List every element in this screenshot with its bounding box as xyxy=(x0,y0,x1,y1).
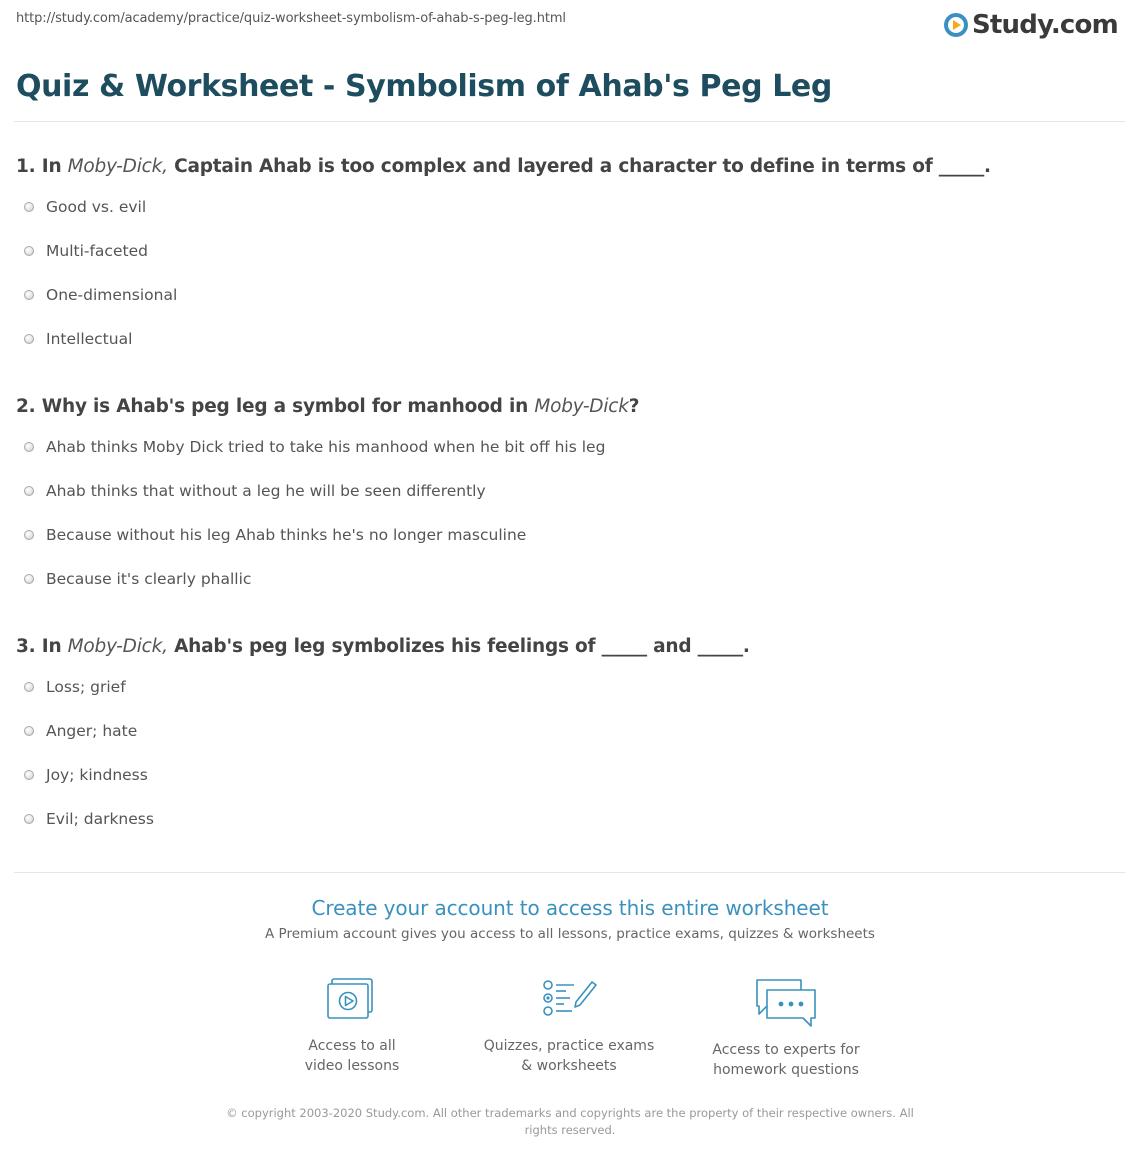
answer-option[interactable] xyxy=(16,810,1116,854)
answer-label: Because it's clearly phallic xyxy=(46,570,252,588)
question-1 xyxy=(16,154,1116,374)
play-logo-icon xyxy=(944,13,968,37)
page-title: Quiz & Worksheet - Symbolism of Ahab's Peg Leg xyxy=(16,69,832,104)
divider xyxy=(14,121,1125,122)
page-url: http://study.com/academy/practice/quiz-worksheet-symbolism-of-ahab-s-peg-leg.html xyxy=(16,11,566,26)
radio-button[interactable] xyxy=(24,442,34,452)
answer-label: Joy; kindness xyxy=(46,766,148,784)
answer-option[interactable] xyxy=(16,722,1116,766)
question-text: 1. In Moby-Dick, Captain Ahab is too complex and layered a character to define in terms of _____. xyxy=(16,156,991,177)
radio-button[interactable] xyxy=(24,246,34,256)
feature-experts xyxy=(686,976,886,1080)
copyright-text: © copyright 2003-2020 Study.com. All other trademarks and copyrights are the property of their respective owners. All rights reserved. xyxy=(226,1106,914,1137)
radio-button[interactable] xyxy=(24,814,34,824)
answer-label: Ahab thinks Moby Dick tried to take his manhood when he bit off his leg xyxy=(46,438,606,456)
question-text: 2. Why is Ahab's peg leg a symbol for manhood in Moby-Dick? xyxy=(16,396,640,417)
radio-button[interactable] xyxy=(24,682,34,692)
answer-option[interactable] xyxy=(16,678,1116,722)
answer-option[interactable] xyxy=(16,526,1116,570)
answer-option[interactable] xyxy=(16,330,1116,374)
answer-label: Good vs. evil xyxy=(46,198,147,216)
answer-option[interactable] xyxy=(16,198,1116,242)
answer-label: Ahab thinks that without a leg he will be seen differently xyxy=(46,482,486,500)
radio-button[interactable] xyxy=(24,574,34,584)
cta-title-link[interactable]: Create your account to access this entire worksheet xyxy=(311,896,829,920)
radio-button[interactable] xyxy=(24,486,34,496)
radio-button[interactable] xyxy=(24,202,34,212)
answer-label: Loss; grief xyxy=(46,678,126,696)
radio-button[interactable] xyxy=(24,290,34,300)
answer-option[interactable] xyxy=(16,286,1116,330)
answer-option[interactable] xyxy=(16,482,1116,526)
answer-list xyxy=(16,678,1116,854)
feature-label: Access to experts for homework questions xyxy=(712,1042,860,1078)
radio-button[interactable] xyxy=(24,334,34,344)
answer-label: Multi-faceted xyxy=(46,242,148,260)
answer-option[interactable] xyxy=(16,438,1116,482)
radio-button[interactable] xyxy=(24,726,34,736)
feature-label: Access to all video lessons xyxy=(304,1038,400,1074)
answer-list xyxy=(16,438,1116,614)
answer-option[interactable] xyxy=(16,766,1116,810)
answer-option[interactable] xyxy=(16,242,1116,286)
cta-subtitle: A Premium account gives you access to all lessons, practice exams, quizzes & worksheets xyxy=(265,926,875,942)
answer-label: Anger; hate xyxy=(46,722,138,740)
video-lessons-icon xyxy=(324,976,380,1024)
feature-video-lessons xyxy=(252,976,452,1076)
chat-experts-icon xyxy=(753,976,819,1028)
radio-button[interactable] xyxy=(24,770,34,780)
radio-button[interactable] xyxy=(24,530,34,540)
feature-quizzes xyxy=(469,976,669,1076)
answer-label: Intellectual xyxy=(46,330,133,348)
answer-label: Because without his leg Ahab thinks he's no longer masculine xyxy=(46,526,527,544)
answer-label: One-dimensional xyxy=(46,286,178,304)
answer-option[interactable] xyxy=(16,570,1116,614)
quiz-checklist-icon xyxy=(540,976,598,1024)
question-2 xyxy=(16,394,1116,614)
divider xyxy=(14,872,1125,873)
feature-label: Quizzes, practice exams & worksheets xyxy=(483,1038,655,1074)
study-com-logo[interactable] xyxy=(944,9,1118,41)
answer-label: Evil; darkness xyxy=(46,810,154,828)
question-3 xyxy=(16,634,1116,854)
question-text: 3. In Moby-Dick, Ahab's peg leg symbolizes his feelings of _____ and _____. xyxy=(16,636,750,657)
answer-list xyxy=(16,198,1116,374)
logo-text: Study.com xyxy=(972,10,1118,40)
